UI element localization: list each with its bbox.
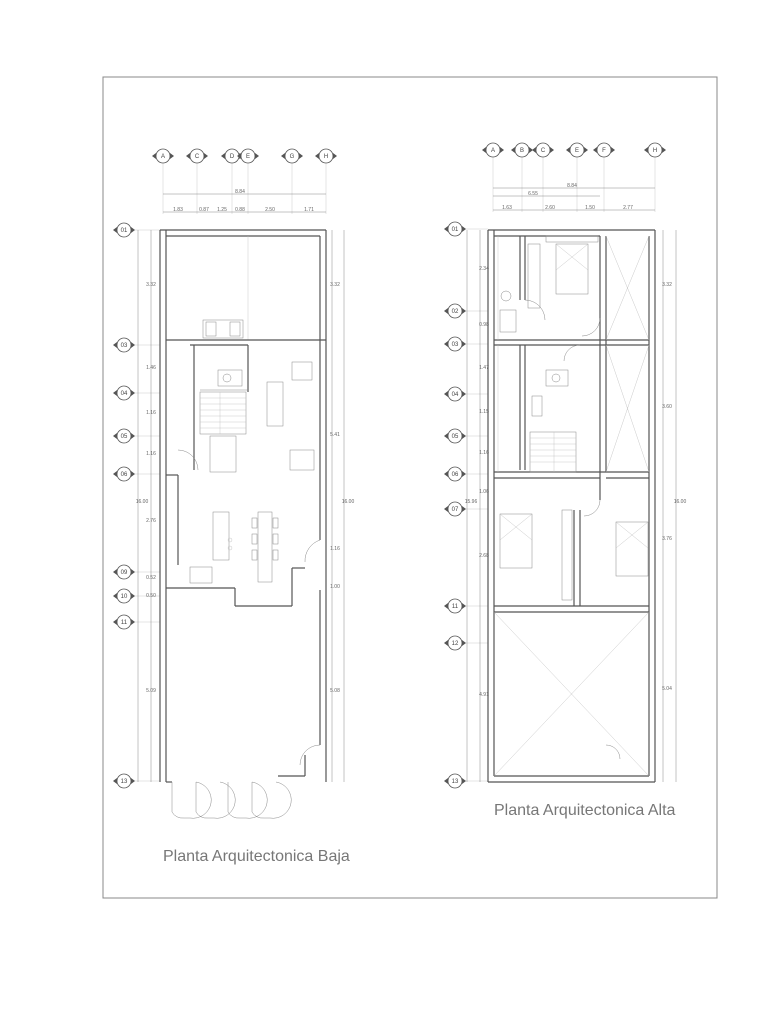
baja-left-dim: 0.50 — [146, 593, 156, 599]
sheet-border — [103, 77, 717, 898]
alta-row-axis-02 — [444, 304, 466, 318]
baja-doors — [172, 450, 320, 818]
alta-row-axis-03 — [444, 337, 466, 351]
baja-left-dim: 5.09 — [146, 688, 156, 694]
alta-row-axis-11 — [444, 599, 466, 613]
alta-top-dim: 2.77 — [623, 205, 633, 211]
planta-alta — [444, 143, 686, 819]
alta-row-axis-01-label: 01 — [451, 227, 459, 234]
baja-row-axis-01-label: 01 — [120, 228, 128, 235]
baja-column-axes — [152, 149, 337, 214]
baja-row-axis-05-label: 05 — [120, 434, 128, 441]
baja-right-dim: 3.32 — [330, 282, 340, 288]
alta-left-dim: 1.47 — [479, 365, 489, 371]
baja-top-dim: 0.87 — [199, 207, 209, 213]
baja-left-dim: 1.46 — [146, 365, 156, 371]
alta-row-axis-12 — [444, 636, 466, 650]
alta-left-dim: 4.91 — [479, 692, 489, 698]
baja-top-dim: 1.71 — [304, 207, 314, 213]
baja-total-width: 8.84 — [235, 189, 245, 195]
alta-row-axis-12-label: 12 — [451, 641, 459, 648]
alta-left-dim: 0.98 — [479, 322, 489, 328]
baja-row-axis-09 — [113, 565, 135, 579]
baja-left-total: 16.00 — [135, 499, 149, 505]
alta-title: Planta Arquitectonica Alta — [494, 802, 676, 819]
alta-row-axis-04-label: 04 — [451, 392, 459, 399]
baja-row-axis-11 — [113, 615, 135, 629]
alta-row-axis-13-label: 13 — [451, 779, 459, 786]
alta-column-axes — [482, 143, 666, 212]
alta-col-axis-E-label: E — [574, 148, 580, 155]
baja-right-dim: 5.41 — [330, 432, 340, 438]
planta-baja — [113, 149, 354, 865]
alta-right-dimensions — [662, 282, 672, 692]
baja-row-axis-06 — [113, 467, 135, 481]
alta-row-axis-07-label: 07 — [451, 507, 459, 514]
alta-col-axis-H — [644, 143, 666, 157]
baja-right-total: 16.00 — [341, 499, 355, 505]
alta-total-width: 8.84 — [567, 183, 577, 189]
alta-walls — [488, 230, 655, 782]
alta-row-axis-06 — [444, 467, 466, 481]
baja-row-axis-10-label: 10 — [120, 594, 128, 601]
alta-row-axis-07 — [444, 502, 466, 516]
baja-col-axis-D-label: D — [229, 154, 235, 161]
alta-col-axis-B — [511, 143, 533, 157]
baja-top-dim: 2.50 — [265, 207, 275, 213]
baja-row-axes — [113, 223, 160, 788]
baja-row-axis-03-label: 03 — [120, 343, 128, 350]
alta-top-dim: 1.63 — [502, 205, 512, 211]
alta-right-dim: 5.04 — [662, 686, 672, 692]
baja-col-axis-C — [186, 149, 208, 163]
alta-right-dim: 3.60 — [662, 404, 672, 410]
alta-col-axis-C-label: C — [540, 148, 546, 155]
baja-left-dim: 1.16 — [146, 451, 156, 457]
baja-col-axis-C-label: C — [194, 154, 200, 161]
alta-row-axis-01 — [444, 222, 466, 236]
alta-col-axis-C — [532, 143, 554, 157]
baja-top-dim: 1.25 — [217, 207, 227, 213]
baja-stairs — [200, 392, 246, 472]
alta-row-axis-03-label: 03 — [451, 342, 459, 349]
baja-row-axis-05 — [113, 429, 135, 443]
baja-row-axis-13 — [113, 774, 135, 788]
alta-col-axis-F-label: F — [602, 148, 606, 155]
alta-row-axis-13 — [444, 774, 466, 788]
alta-col-axis-B-label: B — [519, 148, 525, 155]
baja-left-dim: 0.52 — [146, 575, 156, 581]
alta-stairs — [530, 432, 576, 472]
alta-row-axis-04 — [444, 387, 466, 401]
alta-col-axis-F — [593, 143, 615, 157]
baja-row-axis-01 — [113, 223, 135, 237]
baja-row-axis-09-label: 09 — [120, 570, 128, 577]
baja-row-axis-06-label: 06 — [120, 472, 128, 479]
alta-left-dim: 1.15 — [479, 409, 489, 415]
baja-row-axis-10 — [113, 589, 135, 603]
alta-col-axis-E — [566, 143, 588, 157]
alta-col-axis-A-label: A — [490, 148, 496, 155]
alta-voids — [494, 236, 649, 776]
baja-furniture — [190, 320, 314, 583]
baja-top-dim: 1.83 — [173, 207, 183, 213]
alta-left-dim: 2.34 — [479, 266, 489, 272]
baja-right-dimensions — [330, 282, 340, 694]
baja-right-dim: 1.00 — [330, 584, 340, 590]
baja-col-axis-A — [152, 149, 174, 163]
alta-top-dim: 2.60 — [545, 205, 555, 211]
baja-col-axis-H-label: H — [323, 154, 329, 161]
alta-sub-dimension: 6.55 — [528, 191, 538, 197]
alta-left-total: 15.96 — [464, 499, 478, 505]
alta-left-dim: 2.68 — [479, 553, 489, 559]
baja-walls — [160, 230, 326, 782]
baja-col-axis-E — [237, 149, 259, 163]
baja-row-axis-13-label: 13 — [120, 779, 128, 786]
baja-title: Planta Arquitectonica Baja — [163, 848, 350, 865]
baja-top-dim: 0.88 — [235, 207, 245, 213]
alta-right-total: 16.00 — [673, 499, 687, 505]
baja-row-axis-03 — [113, 338, 135, 352]
alta-row-axes — [444, 222, 488, 788]
alta-row-axis-05-label: 05 — [451, 434, 459, 441]
alta-row-axis-02-label: 02 — [451, 309, 459, 316]
baja-right-dim: 1.16 — [330, 546, 340, 552]
alta-row-axis-06-label: 06 — [451, 472, 459, 479]
baja-col-axis-A-label: A — [160, 154, 166, 161]
alta-row-axis-05 — [444, 429, 466, 443]
baja-row-axis-04-label: 04 — [120, 391, 128, 398]
baja-left-dim: 1.16 — [146, 410, 156, 416]
alta-col-axis-H-label: H — [652, 148, 658, 155]
alta-right-dim: 3.32 — [662, 282, 672, 288]
alta-col-axis-A — [482, 143, 504, 157]
baja-row-axis-04 — [113, 386, 135, 400]
alta-left-dim: 1.16 — [479, 450, 489, 456]
baja-row-axis-11-label: 11 — [120, 620, 128, 627]
baja-right-dim: 5.08 — [330, 688, 340, 694]
baja-left-dim: 2.76 — [146, 518, 156, 524]
baja-col-axis-E-label: E — [245, 154, 251, 161]
alta-row-axis-11-label: 11 — [451, 604, 459, 611]
baja-col-axis-G — [281, 149, 303, 163]
baja-left-dim: 3.32 — [146, 282, 156, 288]
alta-right-dim: 3.76 — [662, 536, 672, 542]
baja-col-axis-H — [315, 149, 337, 163]
baja-col-axis-G-label: G — [289, 154, 295, 161]
alta-left-dim: 1.06 — [479, 489, 489, 495]
alta-top-dim: 1.50 — [585, 205, 595, 211]
